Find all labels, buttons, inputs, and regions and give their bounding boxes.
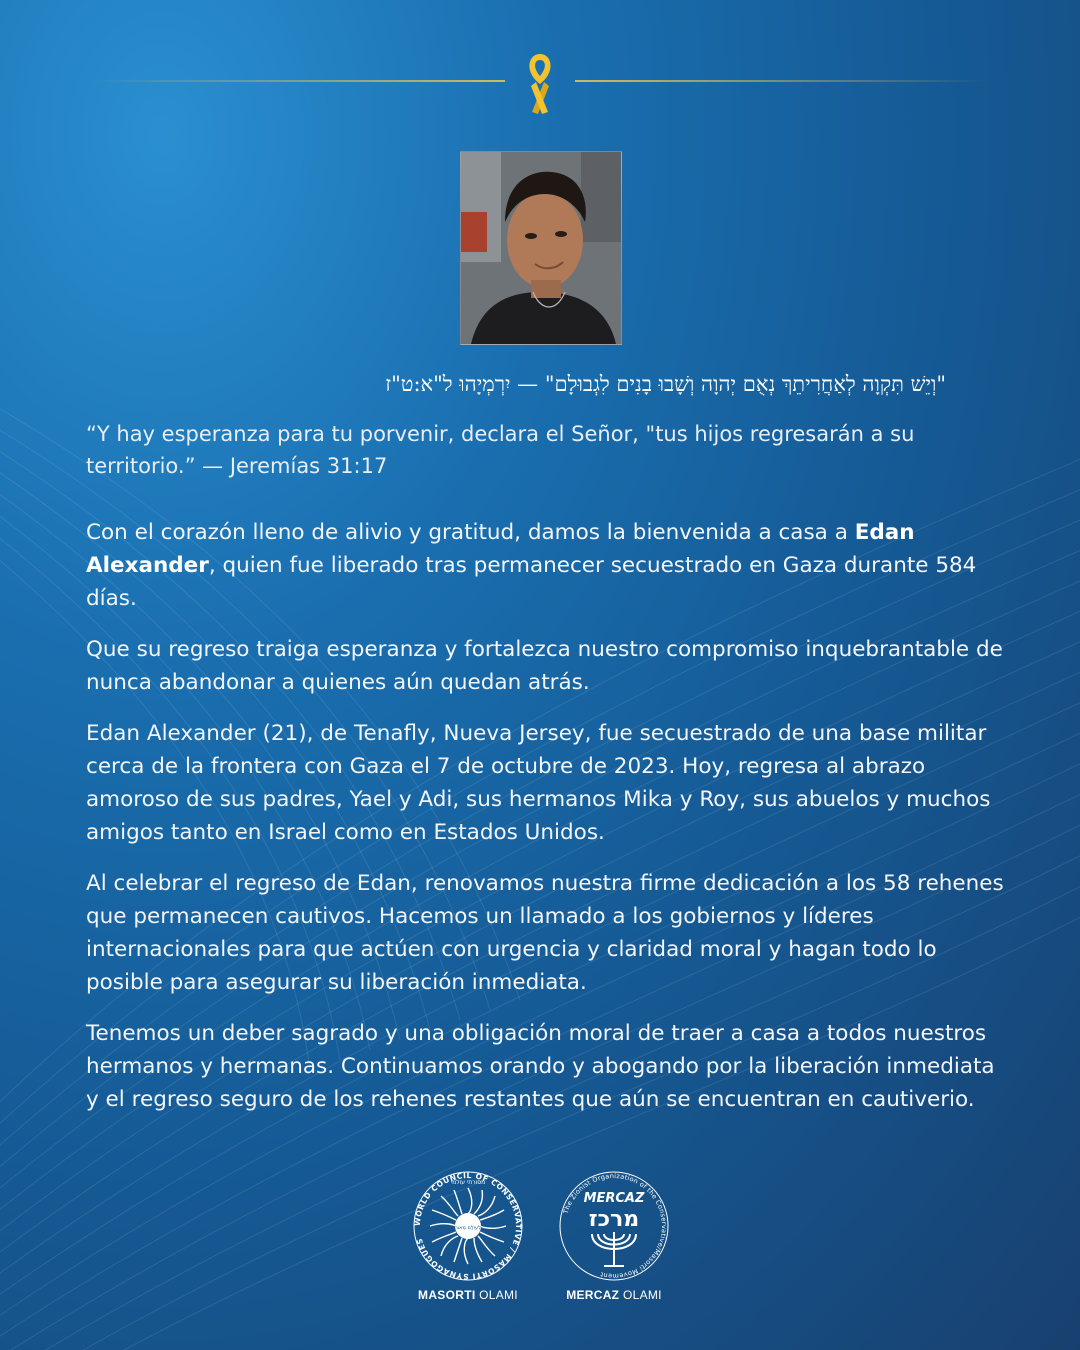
quote-translation: “Y hay esperanza para tu porvenir, declara el Señor, "tus hijos regresarán a su territorio.” — Jeremías 31:17 xyxy=(86,422,915,478)
paragraph-biography: Edan Alexander (21), de Tenafly, Nueva Jersey, fue secuestrado de una base militar cerca de la frontera con Gaza el 7 de octubre de 2023. Hoy, regresa al abrazo amoroso de sus padres, Yael y Adi, sus hermanos Mika y Roy, sus abuelos y muchos amigos tanto en Israel como en Estados Unidos. xyxy=(86,721,991,845)
paragraph-obligation: Tenemos un deber sagrado y una obligación moral de traer a casa a todos nuestros hermanos y hermanas. Continuamos orando y abogando por la liberación inmediata y el regreso seguro de los rehenes restantes que aún se encuentran en cautiverio. xyxy=(86,1021,995,1112)
masorti-center-hebrew: לְעוֹלָם מְאוֹר xyxy=(454,1225,482,1231)
mercaz-hebrew-wordmark: מרכז xyxy=(588,1207,640,1232)
paragraph-dedication: Al celebrar el regreso de Edan, renovamos nuestra firme dedicación a los 58 rehenes que permanecen cautivos. Hacemos un llamado a los gobiernos y líderes internacionales para que actúen con urgencia y claridad moral y hagan todo lo posible para asegurar su liberación inmediata. xyxy=(86,871,1004,995)
hostage-name: Edan Alexander xyxy=(86,520,915,578)
masorti-label-regular: OLAMI xyxy=(475,1288,518,1302)
masorti-ring-text: WORLD COUNCIL OF CONSERVATIVE / MASORTI SYNAGOGUES xyxy=(412,1170,524,1282)
hebrew-quote: "וְיֵשׁ תִּקְוָה לְאַחֲרִיתֵךְ נְאֻם יְהוָה וְשָׁבוּ בָנִים לִגְבוּלָם" — יִרְמְיָהוּ ל"א:ט"ז xyxy=(385,372,946,396)
masorti-label-bold: MASORTI xyxy=(418,1288,476,1302)
masorti-olami-logo xyxy=(398,1170,538,1302)
paragraph-welcome-intro: Con el corazón lleno de alivio y gratitud, damos la bienvenida a casa a xyxy=(86,520,855,545)
paragraph-welcome xyxy=(86,516,1006,615)
paragraph-hope: Que su regreso traiga esperanza y fortalezca nuestro compromiso inquebrantable de nunca abandonar a quienes aún quedan atrás. xyxy=(86,637,1003,695)
masorti-olami-label xyxy=(398,1288,538,1302)
mercaz-olami-logo xyxy=(544,1170,684,1302)
body-text xyxy=(86,516,1006,1134)
top-rule-right xyxy=(575,80,990,82)
mercaz-label-bold: MERCAZ xyxy=(566,1288,620,1302)
mercaz-label-regular: OLAMI xyxy=(619,1288,662,1302)
mercaz-olami-label xyxy=(544,1288,684,1302)
yellow-ribbon-icon xyxy=(514,52,566,114)
mercaz-wordmark: MERCAZ xyxy=(583,1191,645,1206)
top-rule-left xyxy=(90,80,505,82)
masorti-top-hebrew: מסורתי עולמי xyxy=(450,1179,486,1186)
paragraph-welcome-rest: , quien fue liberado tras permanecer secuestrado en Gaza durante 584 días. xyxy=(86,553,977,611)
mercaz-ring-text: The Zionist Organization of the Conservative/Masorti Movement xyxy=(561,1171,669,1281)
portrait-photo xyxy=(460,151,622,345)
